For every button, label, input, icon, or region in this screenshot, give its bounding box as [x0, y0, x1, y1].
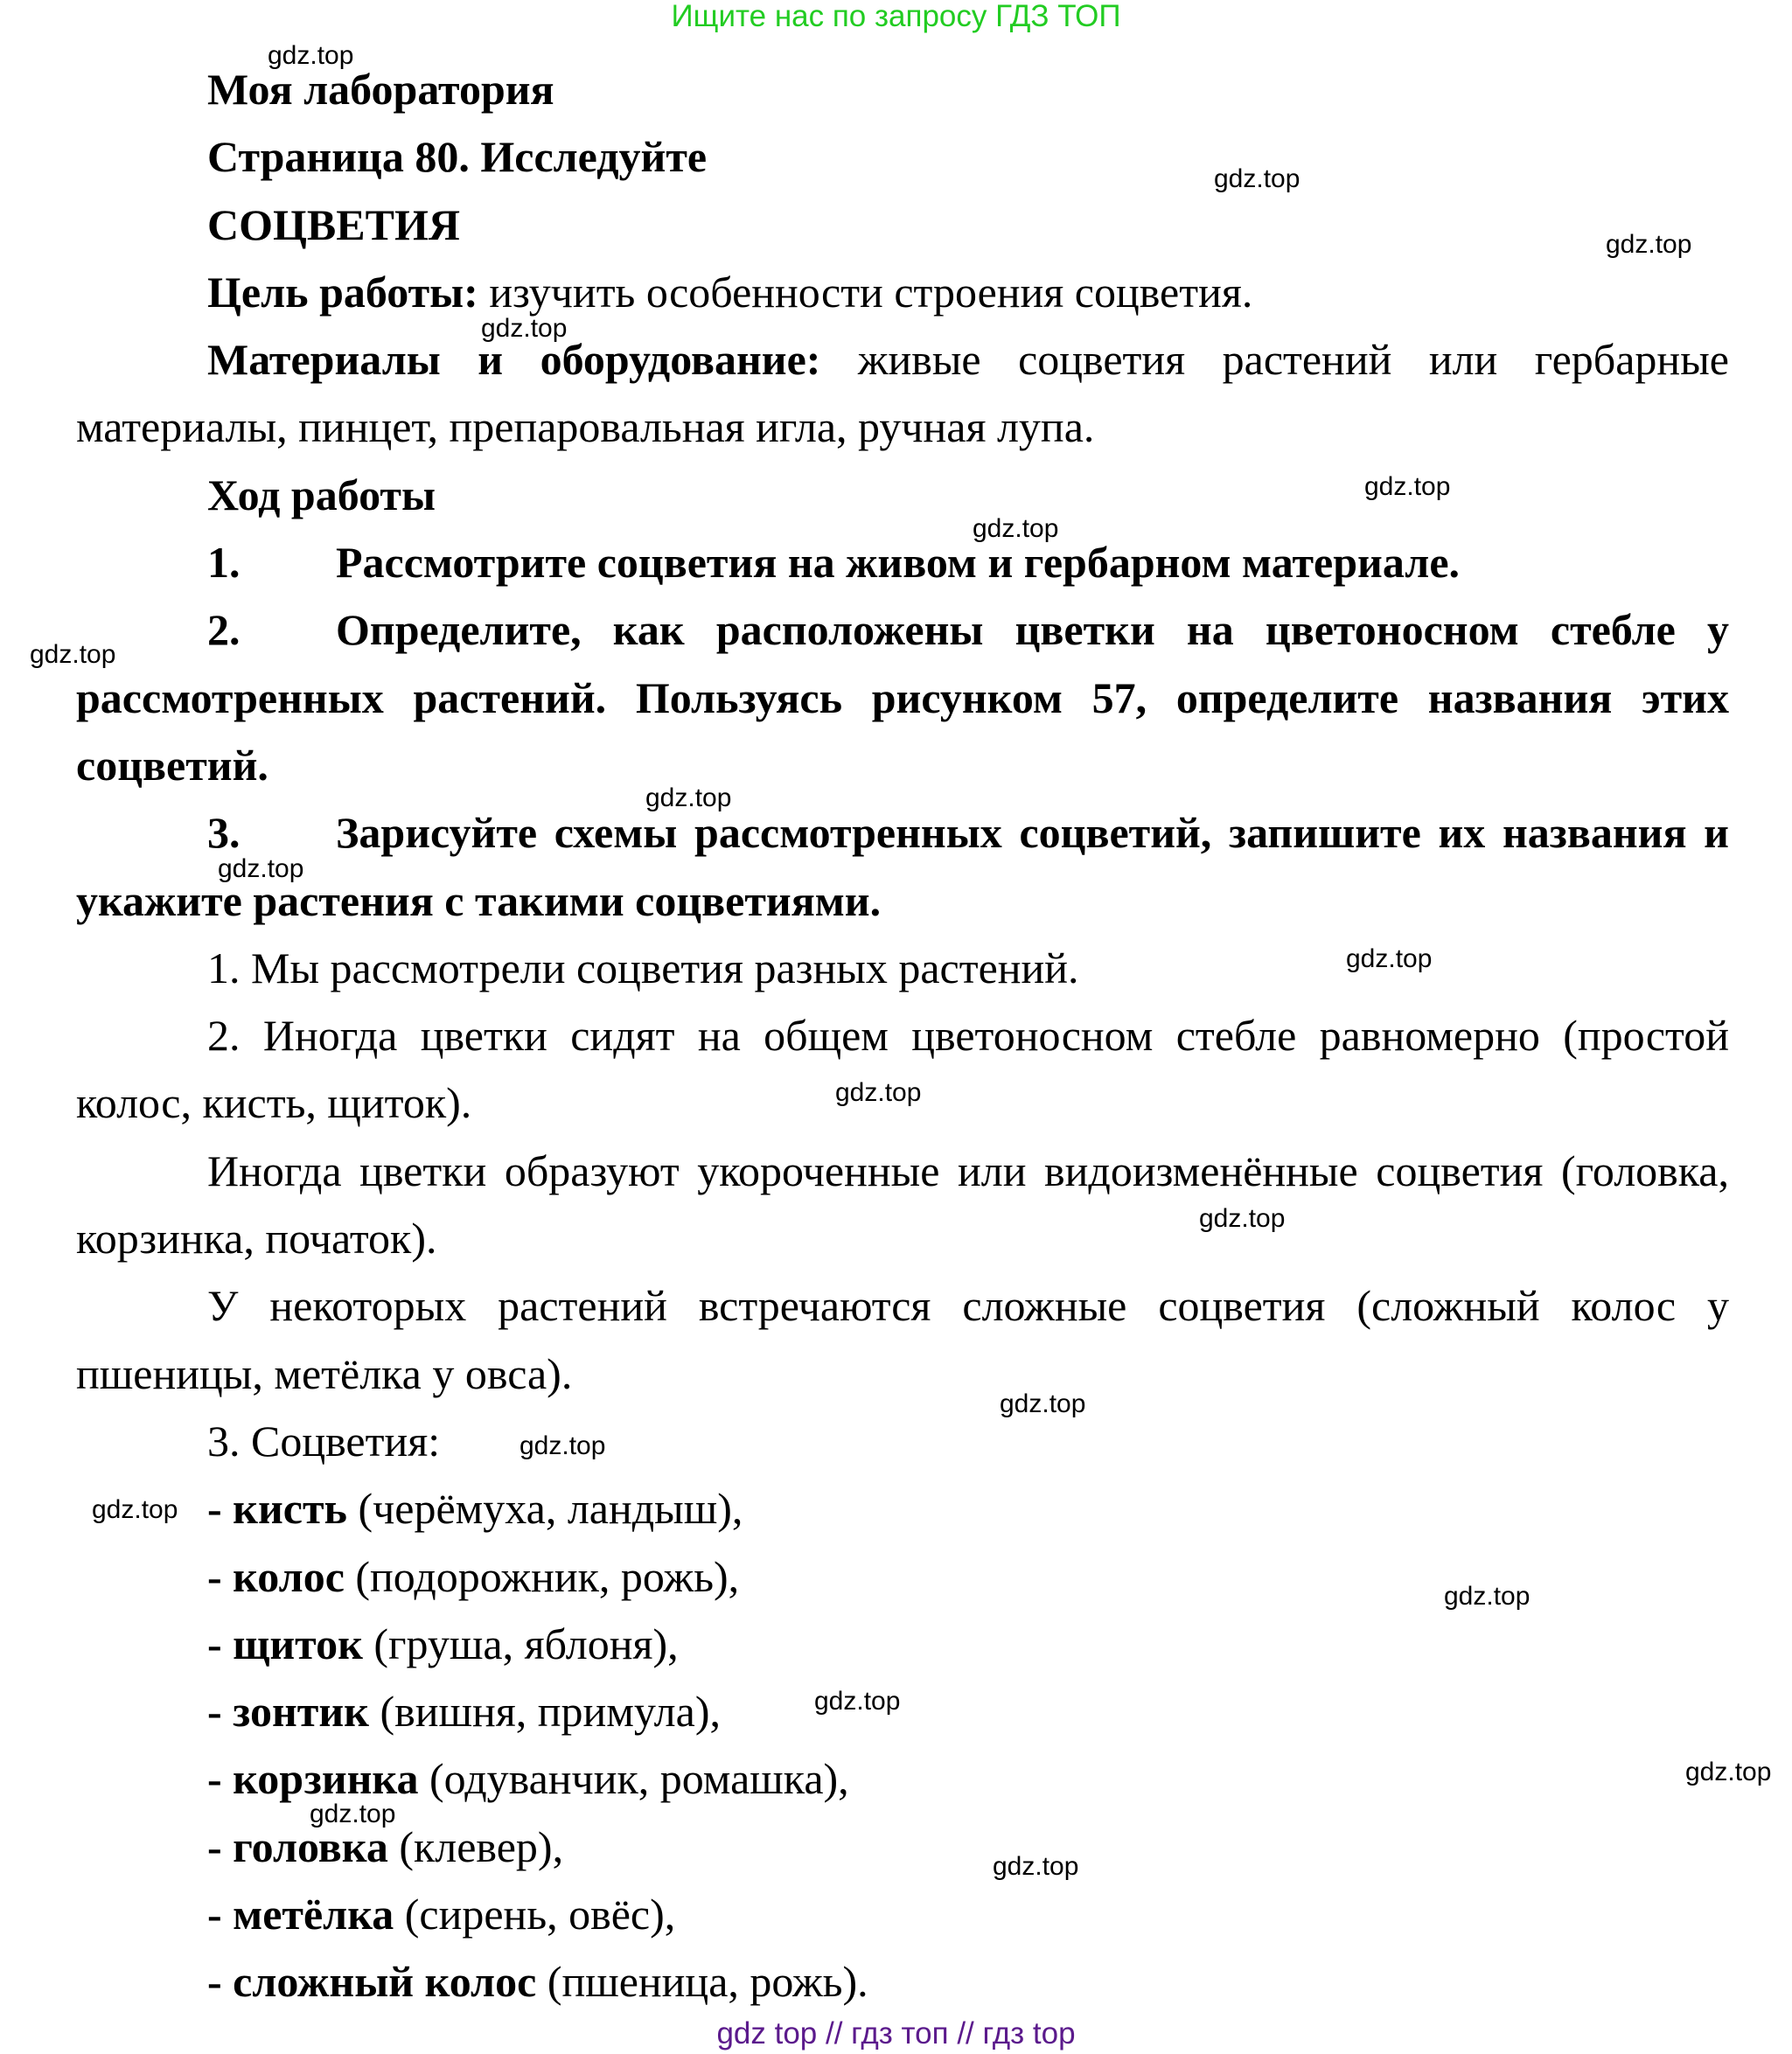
answer-paragraph: Иногда цветки образуют укороченные или видоизменённые соцветия (головка, корзинка, початок).: [76, 1145, 1729, 1264]
step-text: Зарисуйте схемы рассмотренных соцветий, запишите их названия и укажите растения с такими соцветиями.: [76, 808, 1729, 925]
answer-paragraph: 2. Иногда цветки сидят на общем цветоносном стебле равномерно (простой колос, кисть, щиток).: [76, 1011, 1729, 1128]
watermark-text: gdz.top: [481, 314, 568, 343]
watermark-text: gdz.top: [92, 1495, 178, 1524]
goal-text: изучить особенности строения соцветия.: [478, 267, 1253, 317]
goal-label: Цель работы:: [207, 267, 478, 317]
list-item: [76, 1475, 1729, 1542]
term: головка: [233, 1821, 388, 1871]
title-topic: СОЦВЕТИЯ: [207, 199, 460, 249]
watermark-text: gdz.top: [519, 1431, 606, 1460]
inflorescence-list: [76, 1475, 1729, 2016]
dash: -: [207, 1754, 234, 1804]
watermark-text: gdz.top: [835, 1078, 922, 1107]
step-number: 1.: [207, 538, 241, 588]
dash: -: [207, 1687, 234, 1737]
watermark-text: gdz.top: [30, 640, 116, 669]
dash: -: [207, 1619, 234, 1668]
watermark-text: gdz.top: [268, 41, 354, 70]
topic-title: [76, 191, 1729, 259]
term: щиток: [233, 1619, 363, 1668]
watermark-text: gdz.top: [1346, 944, 1433, 973]
dash: -: [207, 1551, 234, 1601]
plants: (клевер),: [387, 1821, 564, 1871]
watermark-text: gdz.top: [1000, 1389, 1086, 1418]
list-item: [76, 1678, 1729, 1745]
plants: (груша, яблоня),: [362, 1619, 679, 1668]
watermark-text: gdz.top: [814, 1687, 901, 1716]
watermark-text: gdz.top: [1364, 472, 1451, 501]
watermark-text: gdz.top: [993, 1852, 1079, 1881]
materials-label: Материалы и оборудование:: [207, 335, 821, 385]
materials-paragraph: [76, 326, 1729, 462]
document-body: [76, 56, 1729, 2016]
materials-text: живые соцветия растений или гербарные материалы, пинцет, препаровальная игла, ручная лупа.: [76, 335, 1729, 452]
dash: -: [207, 1890, 234, 1939]
watermark-text: gdz.top: [1214, 164, 1300, 193]
procedure-title: [76, 462, 1729, 529]
step-number: 2.: [207, 605, 241, 655]
search-banner: Ищите нас по запросу ГДЗ ТОП: [671, 0, 1121, 33]
dash: -: [207, 1957, 234, 2007]
watermark-text: gdz.top: [218, 854, 304, 883]
plants: (пшеница, рожь).: [536, 1957, 868, 2007]
list-item: [76, 1611, 1729, 1678]
answer-paragraph: 3. Соцветия:: [207, 1416, 441, 1466]
term: сложный колос: [233, 1957, 537, 2007]
answer-paragraph: 1. Мы рассмотрели соцветия разных растений.: [207, 943, 1079, 992]
step-1: [76, 529, 1729, 596]
step-2: [76, 596, 1729, 799]
step-text: Рассмотрите соцветия на живом и гербарном материале.: [336, 538, 1461, 588]
watermark-text: gdz.top: [973, 514, 1059, 543]
term: зонтик: [233, 1687, 369, 1737]
step-text: Определите, как расположены цветки на цветоносном стебле у рассмотренных растений. Пользуясь рисунком 57, определите названия этих соцветий.: [76, 605, 1729, 790]
answer-paragraph: У некоторых растений встречаются сложные соцветия (сложный колос у пшеницы, метёлка у овса).: [76, 1281, 1729, 1398]
list-item: [76, 1948, 1729, 2016]
procedure-label: Ход работы: [207, 470, 436, 519]
watermark-text: gdz.top: [310, 1800, 396, 1828]
title-page: Страница 80. Исследуйте: [207, 132, 708, 182]
dash: -: [207, 1821, 234, 1871]
term: кисть: [233, 1484, 347, 1534]
plants: (вишня, примула),: [368, 1687, 721, 1737]
list-item: [76, 1881, 1729, 1948]
watermark-text: gdz.top: [645, 783, 732, 812]
watermark-text: gdz.top: [1606, 230, 1692, 259]
term: корзинка: [233, 1754, 419, 1804]
step-3: [76, 799, 1729, 935]
step-number: 3.: [207, 808, 241, 858]
watermark-text: gdz.top: [1199, 1204, 1286, 1233]
plants: (сирень, овёс),: [394, 1890, 676, 1939]
goal-paragraph: [76, 259, 1729, 326]
plants: (одуванчик, ромашка),: [418, 1754, 849, 1804]
page-title: [76, 123, 1729, 191]
term: колос: [233, 1551, 345, 1601]
plants: (черёмуха, ландыш),: [346, 1484, 743, 1534]
footer-banner: gdz top // гдз топ // гдз top: [716, 2016, 1076, 2051]
dash: -: [207, 1484, 234, 1534]
term: метёлка: [233, 1890, 394, 1939]
plants: (подорожник, рожь),: [344, 1551, 740, 1601]
watermark-text: gdz.top: [1444, 1582, 1531, 1611]
watermark-text: gdz.top: [1685, 1758, 1772, 1786]
title-lab: Моя лаборатория: [207, 65, 554, 114]
